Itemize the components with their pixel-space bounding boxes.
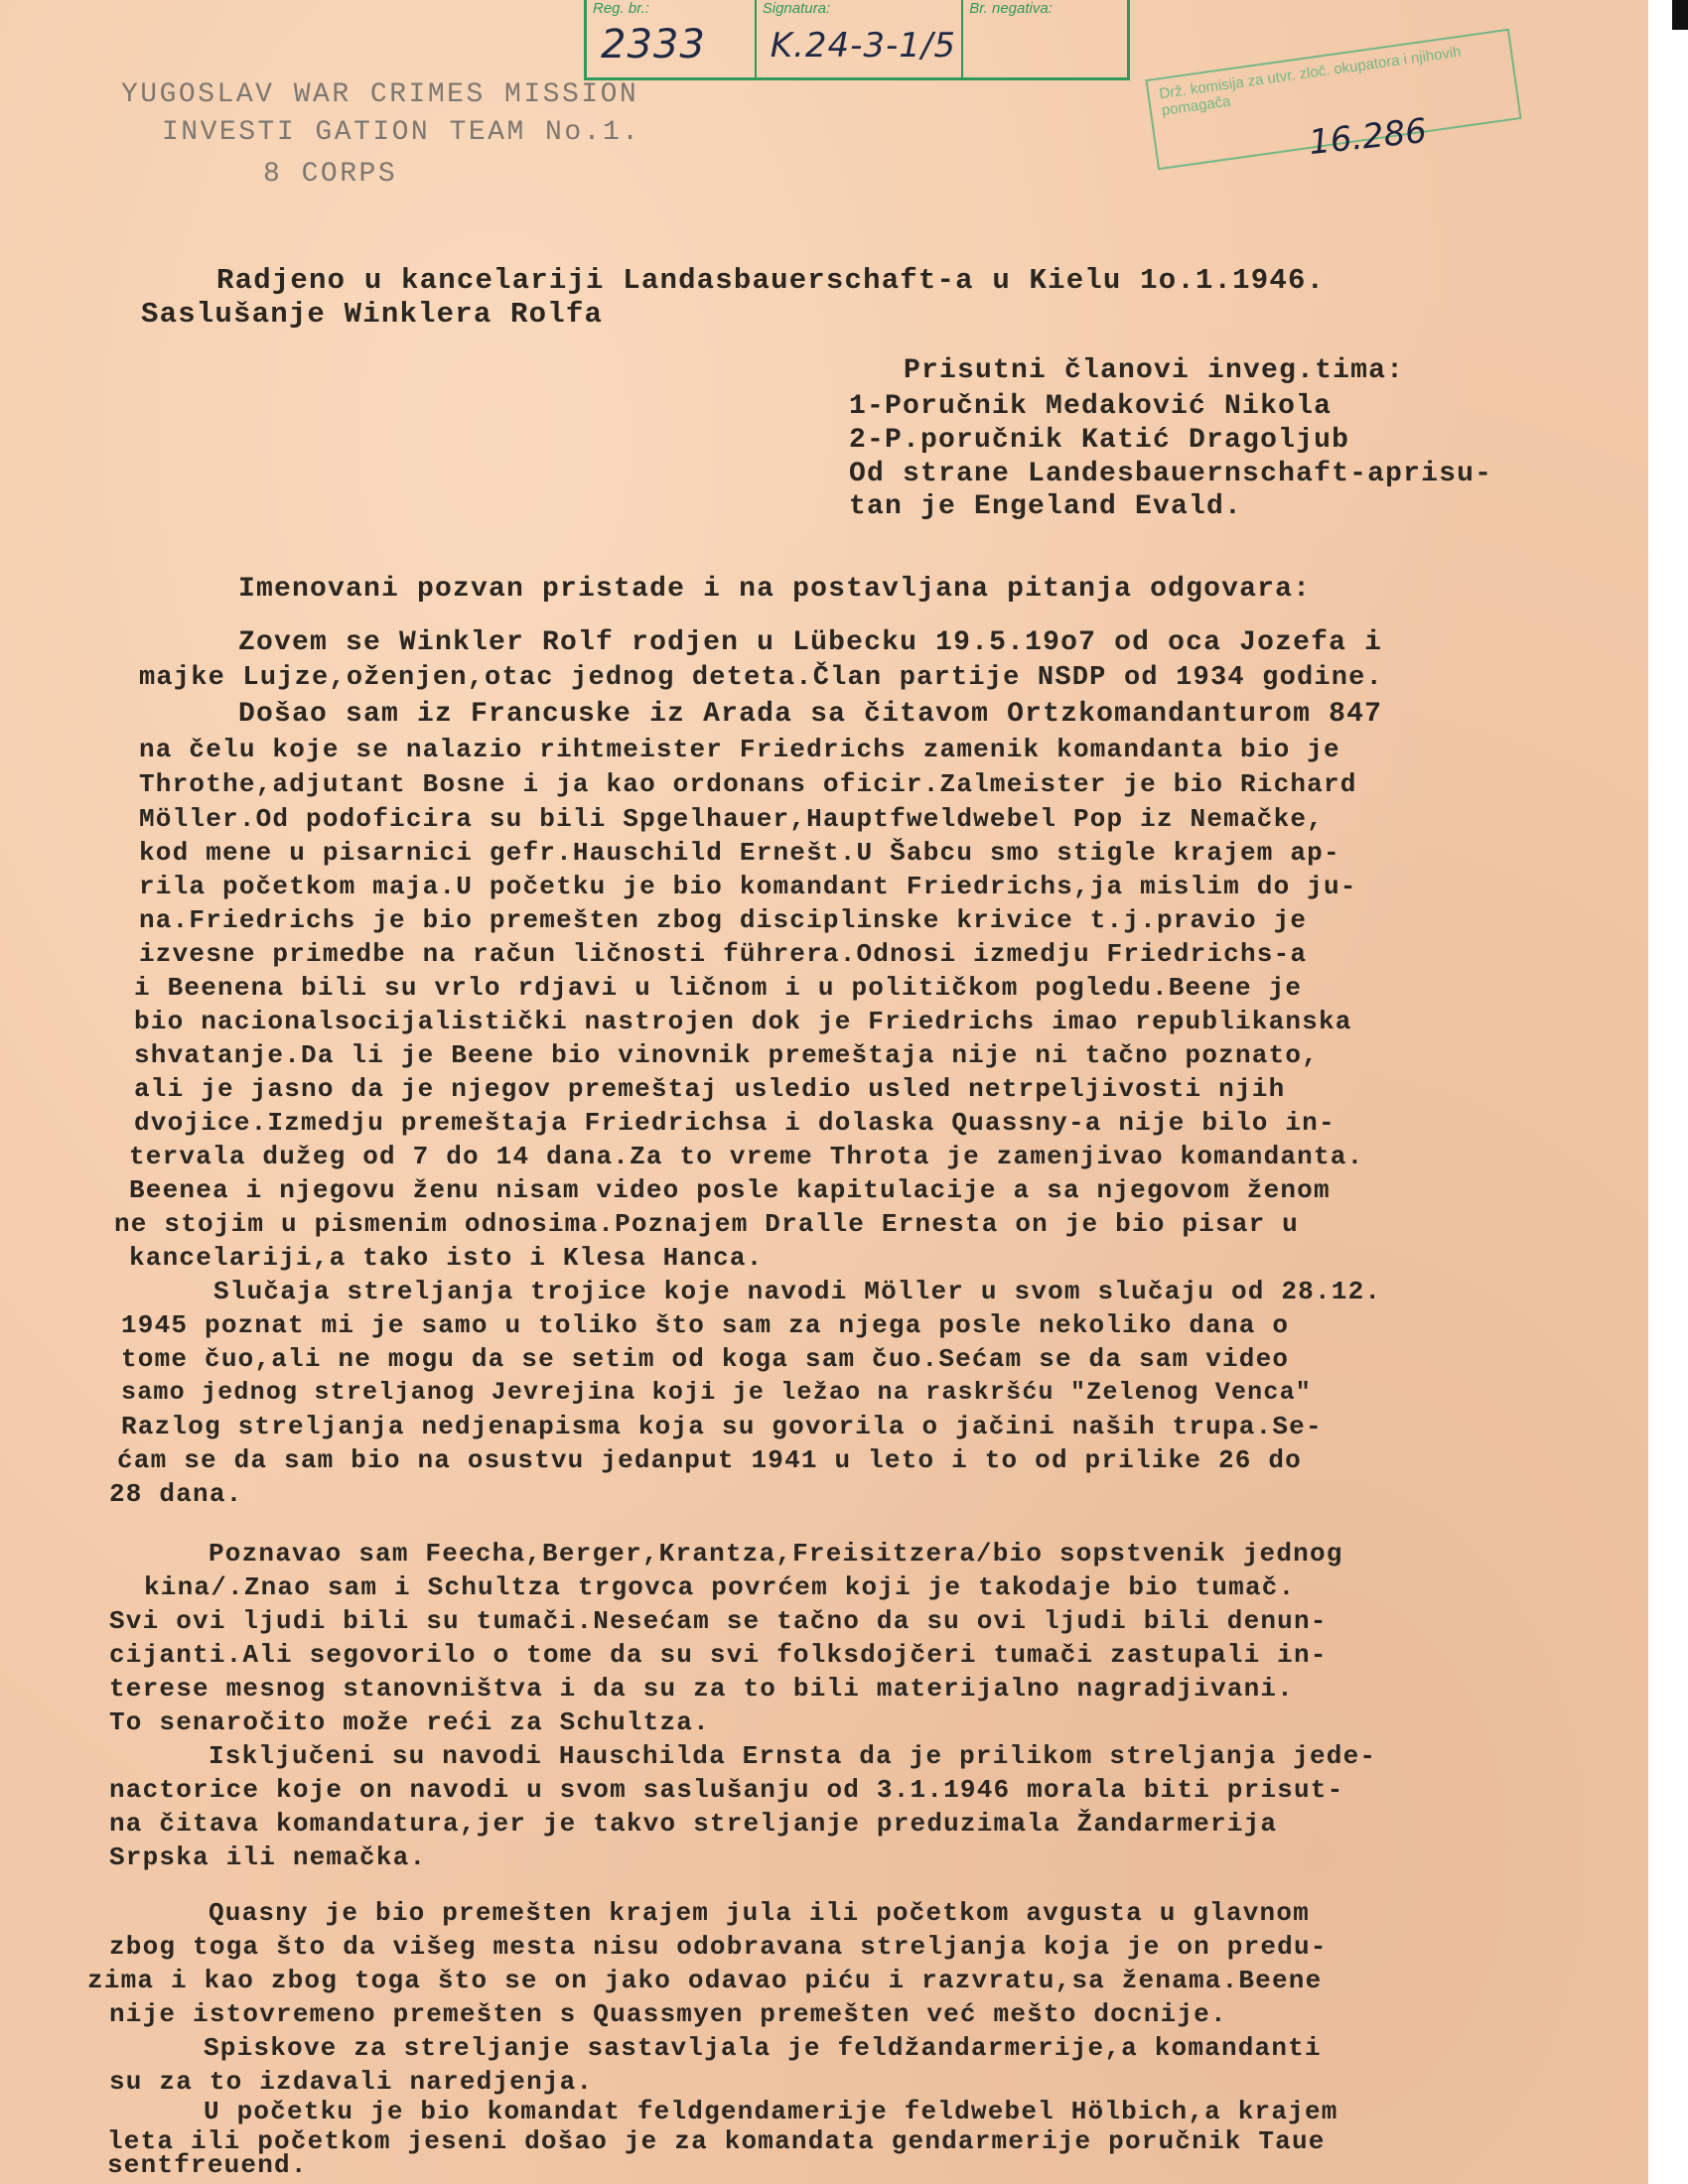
handwritten-number: 16.286	[1307, 110, 1429, 164]
body-line: kod mene u pisarnici gefr.Hauschild Ernešt.U Šabcu smo stigle krajem ap-	[139, 838, 1340, 868]
body-line: ćam se da sam bio na osustvu jedanput 1941 u leto i to od prilike 26 do	[117, 1445, 1302, 1475]
body-line: Svi ovi ljudi bili su tumači.Nesećam se tačno da su ovi ljudi bili denun-	[109, 1606, 1328, 1636]
body-line: na čelu koje se nalazio rihtmeister Friedrichs zamenik komandanta bio je	[139, 735, 1340, 764]
body-line: Möller.Od podoficira su bili Spgelhauer,Hauptfweldwebel Pop iz Nemačke,	[139, 804, 1324, 834]
body-line: To senaročito može reći za Schultza.	[109, 1707, 710, 1737]
body-line: Srpska ili nemačka.	[109, 1843, 427, 1872]
body-line: Spiskove za streljanje sastavljala je feldžandarmerije,a komandanti	[204, 2033, 1322, 2063]
place-date: Radjeno u kancelariji Landasbauerschaft-a u Kielu 1o.1.1946.	[216, 264, 1326, 297]
present-line-5: tan je Engeland Evald.	[849, 491, 1243, 522]
registry-number-label: Reg. br.:	[593, 0, 649, 17]
body-line: Throthe,adjutant Bosne i ja kao ordonans oficir.Zalmeister je bio Richard	[139, 769, 1357, 799]
body-line: su za to izdavali naredjenja.	[109, 2067, 594, 2097]
body-line: majke Lujze,oženjen,otac jednog deteta.Član partije NSDP od 1934 godine.	[139, 663, 1383, 693]
archive-stamp	[584, 0, 1130, 80]
body-line: Zovem se Winkler Rolf rodjen u Lübecku 19.5.19o7 od oca Jozefa i	[238, 627, 1383, 658]
body-line: Razlog streljanja nedjenapisma koja su govorila o jačini naših trupa.Se-	[121, 1412, 1323, 1441]
body-line: dvojice.Izmedju premeštaja Friedrichsa i dolaska Quassny-a nije bilo in-	[134, 1108, 1336, 1138]
body-line: rila početkom maja.U početku je bio komandant Friedrichs,ja mislim do ju-	[139, 872, 1357, 901]
body-line: nije istovremeno premešten s Quassmyen premešten već mešto docnije.	[109, 1999, 1227, 2029]
scan-margin	[1648, 0, 1688, 2184]
present-line-1: Prisutni članovi inveg.tima:	[904, 355, 1405, 386]
negative-number-cell	[963, 0, 1127, 77]
header-line-1: YUGOSLAV WAR CRIMES MISSION	[121, 79, 639, 110]
body-line: zima i kao zbog toga što se on jako odavao piću i razvratu,sa ženama.Beene	[87, 1966, 1323, 1995]
body-line: kina/.Znao sam i Schultza trgovca povrćem koji je takodaje bio tumač.	[144, 1572, 1296, 1602]
body-line: na čitava komandatura,jer je takvo streljanje preduzimala Žandarmerija	[109, 1809, 1278, 1839]
header-line-3: 8 CORPS	[263, 159, 398, 190]
signature-label: Signatura:	[762, 0, 831, 17]
body-line: cijanti.Ali segovorilo o tome da su svi folksdojčeri tumači zastupali in-	[109, 1640, 1328, 1670]
body-line: na.Friedrichs je bio premešten zbog disciplinske krivice t.j.pravio je	[139, 905, 1308, 935]
negative-number-label: Br. negativa:	[969, 0, 1053, 17]
present-line-4: Od strane Landesbauernschaft-aprisu-	[849, 459, 1493, 489]
body-line: i Beenena bili su vrlo rdjavi u ličnom i u političkom pogledu.Beene je	[134, 973, 1303, 1003]
body-line: samo jednog streljanog Jevrejina koji je ležao na raskršću "Zelenog Venca"	[121, 1378, 1312, 1407]
body-line: shvatanje.Da li je Beene bio vinovnik premeštaja nije ni tačno poznato,	[134, 1040, 1319, 1070]
signature-cell	[757, 0, 963, 77]
body-line: Quasny je bio premešten krajem jula ili početkom avgusta u glavnom	[209, 1898, 1310, 1928]
body-line: nactorice koje on navodi u svom saslušanju od 3.1.1946 morala biti prisut-	[109, 1775, 1344, 1805]
commission-stamp: Drž. komisija za utvr. zloč. okupatora i njihovih pomagača	[1145, 29, 1521, 171]
body-line: leta ili početkom jeseni došao je za komandata gendarmerije poručnik Taue	[107, 2126, 1326, 2156]
signature-value: K.24-3-1/5	[770, 26, 957, 66]
subject: Saslušanje Winklera Rolfa	[141, 298, 604, 331]
header-line-2: INVESTI GATION TEAM No.1.	[162, 117, 641, 148]
body-line: zbog toga što da višeg mesta nisu odobravana streljanja koja je on predu-	[109, 1932, 1328, 1962]
body-line: Beenea i njegovu ženu nisam video posle kapitulacije a sa njegovom ženom	[129, 1175, 1331, 1205]
body-line: sentfreuend.	[107, 2150, 308, 2180]
present-line-2: 1-Poručnik Medaković Nikola	[849, 391, 1333, 422]
body-line: Poznavao sam Feecha,Berger,Krantza,Freisitzera/bio sopstvenik jednog	[209, 1539, 1343, 1569]
body-line: Došao sam iz Francuske iz Arada sa čitavom Ortzkomandanturom 847	[238, 699, 1383, 730]
body-line: 1945 poznat mi je samo u toliko što sam za njega posle nekoliko dana o	[121, 1310, 1290, 1340]
body-line: tome čuo,ali ne mogu da se setim od koga sam čuo.Sećam se da sam video	[121, 1344, 1290, 1374]
scan-edge-mark	[1672, 0, 1688, 30]
present-line-3: 2-P.poručnik Katić Dragoljub	[849, 425, 1350, 456]
body-line: tervala dužeg od 7 do 14 dana.Za to vreme Throta je zamenjivao komandanta.	[129, 1142, 1364, 1171]
body-line: terese mesnog stanovništva i da su za to bili materijalnо nagradjivani.	[109, 1674, 1294, 1704]
body-line: U početku je bio komandat feldgendamerije feldwebel Hölbich,a krajem	[204, 2097, 1338, 2126]
body-line: ali je jasno da je njegov premeštaj usledio usled netrpeljivosti njih	[134, 1074, 1286, 1104]
body-line: 28 dana.	[109, 1479, 243, 1509]
body-line: izvesne primedbe na račun ličnosti führera.Odnosi izmedju Friedrichs-a	[139, 939, 1308, 969]
body-line: ne stojim u pismenim odnosima.Poznajem Dralle Ernesta on je bio pisar u	[114, 1209, 1299, 1239]
body-line: kancelariji,a tako isto i Klesa Hanca.	[129, 1243, 764, 1273]
registry-number-value: 2333	[601, 22, 706, 68]
intro-line: Imenovani pozvan pristade i na postavljana pitanja odgovara:	[238, 574, 1312, 605]
body-line: Slučaja streljanja trojice koje navodi Möller u svom slučaju od 28.12.	[213, 1277, 1382, 1306]
registry-number-cell	[587, 0, 757, 77]
body-line: bio nacionalsocijalistički nastrojen dok je Friedrichs imao republikanska	[134, 1007, 1352, 1036]
body-line: Isključeni su navodi Hauschilda Ernsta da je prilikom streljanja jede-	[209, 1741, 1377, 1771]
